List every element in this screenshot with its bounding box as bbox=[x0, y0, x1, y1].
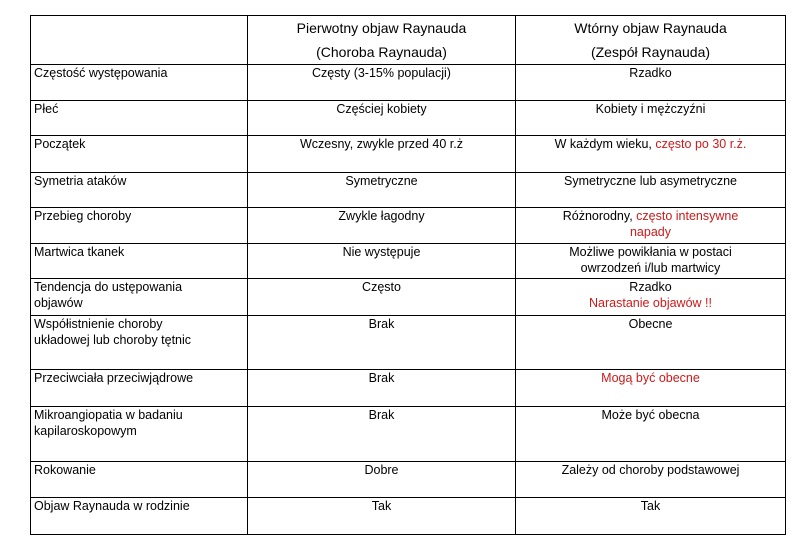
table-row bbox=[31, 136, 786, 173]
secondary-cell bbox=[516, 244, 786, 279]
secondary-cell bbox=[516, 279, 786, 316]
secondary-cell: Symetryczne lub asymetryczne bbox=[516, 173, 786, 208]
row-label: Początek bbox=[31, 136, 248, 173]
table-row bbox=[31, 370, 786, 407]
table-row bbox=[31, 316, 786, 370]
row-label-line: Mikroangiopatia w badaniu bbox=[34, 408, 183, 422]
secondary-cell bbox=[516, 136, 786, 173]
primary-cell: Często bbox=[248, 279, 516, 316]
row-label bbox=[31, 279, 248, 316]
row-label bbox=[31, 407, 248, 462]
row-label-line: Tendencja do ustępowania bbox=[34, 280, 183, 294]
primary-cell: Częściej kobiety bbox=[248, 101, 516, 136]
primary-cell: Zwykle łagodny bbox=[248, 208, 516, 244]
primary-cell: Częsty (3-15% populacji) bbox=[248, 65, 516, 101]
primary-cell: Dobre bbox=[248, 462, 516, 498]
table-row bbox=[31, 208, 786, 244]
row-label-line: kapilaroskopowym bbox=[34, 424, 137, 438]
row-label: Przeciwciała przeciwjądrowe bbox=[31, 370, 248, 407]
header-empty-cell bbox=[31, 16, 248, 65]
row-label: Objaw Raynauda w rodzinie bbox=[31, 498, 248, 535]
secondary-text: W każdym wieku, bbox=[554, 137, 656, 151]
row-label: Rokowanie bbox=[31, 462, 248, 498]
secondary-highlight: często po 30 r.ż. bbox=[655, 137, 747, 151]
row-label bbox=[31, 316, 248, 370]
secondary-line: owrzodzeń i/lub martwicy bbox=[580, 261, 721, 275]
table-row bbox=[31, 173, 786, 208]
table-row bbox=[31, 279, 786, 316]
header-secondary-subtitle: (Zespół Raynauda) bbox=[590, 44, 711, 60]
primary-cell: Symetryczne bbox=[248, 173, 516, 208]
table-row bbox=[31, 498, 786, 535]
row-label: Płeć bbox=[31, 101, 248, 136]
table-header-row bbox=[31, 16, 786, 65]
secondary-cell: Obecne bbox=[516, 316, 786, 370]
secondary-highlight: często intensywne bbox=[636, 209, 739, 223]
row-label: Symetria ataków bbox=[31, 173, 248, 208]
secondary-cell bbox=[516, 208, 786, 244]
row-label-line: układowej lub choroby tętnic bbox=[34, 333, 192, 347]
table-row bbox=[31, 65, 786, 101]
primary-cell: Tak bbox=[248, 498, 516, 535]
secondary-cell: Może być obecna bbox=[516, 407, 786, 462]
header-secondary bbox=[516, 16, 786, 65]
secondary-cell: Rzadko bbox=[516, 65, 786, 101]
secondary-line: Możliwe powikłania w postaci bbox=[569, 245, 732, 259]
secondary-cell: Zależy od choroby podstawowej bbox=[516, 462, 786, 498]
comparison-table bbox=[30, 15, 786, 535]
row-label-line: Współistnienie choroby bbox=[34, 317, 163, 331]
row-label-line: objawów bbox=[34, 296, 83, 310]
header-primary-title: Pierwotny objaw Raynauda bbox=[296, 20, 467, 36]
primary-cell: Wczesny, zwykle przed 40 r.ż bbox=[248, 136, 516, 173]
row-label: Częstość występowania bbox=[31, 65, 248, 101]
table-row bbox=[31, 244, 786, 279]
secondary-text: Różnorodny, bbox=[562, 209, 637, 223]
header-secondary-title: Wtórny objaw Raynauda bbox=[574, 20, 727, 36]
primary-cell: Nie występuje bbox=[248, 244, 516, 279]
primary-cell: Brak bbox=[248, 407, 516, 462]
secondary-cell: Tak bbox=[516, 498, 786, 535]
secondary-cell: Mogą być obecne bbox=[516, 370, 786, 407]
secondary-cell: Kobiety i mężczyźni bbox=[516, 101, 786, 136]
table-row bbox=[31, 462, 786, 498]
primary-cell: Brak bbox=[248, 370, 516, 407]
header-primary bbox=[248, 16, 516, 65]
row-label: Martwica tkanek bbox=[31, 244, 248, 279]
secondary-line: Rzadko bbox=[629, 280, 672, 294]
table-row bbox=[31, 407, 786, 462]
row-label: Przebieg choroby bbox=[31, 208, 248, 244]
secondary-highlight: Narastanie objawów !! bbox=[589, 296, 712, 310]
secondary-highlight-continued: napady bbox=[629, 225, 671, 239]
table-row bbox=[31, 101, 786, 136]
primary-cell: Brak bbox=[248, 316, 516, 370]
header-primary-subtitle: (Choroba Raynauda) bbox=[316, 44, 447, 60]
